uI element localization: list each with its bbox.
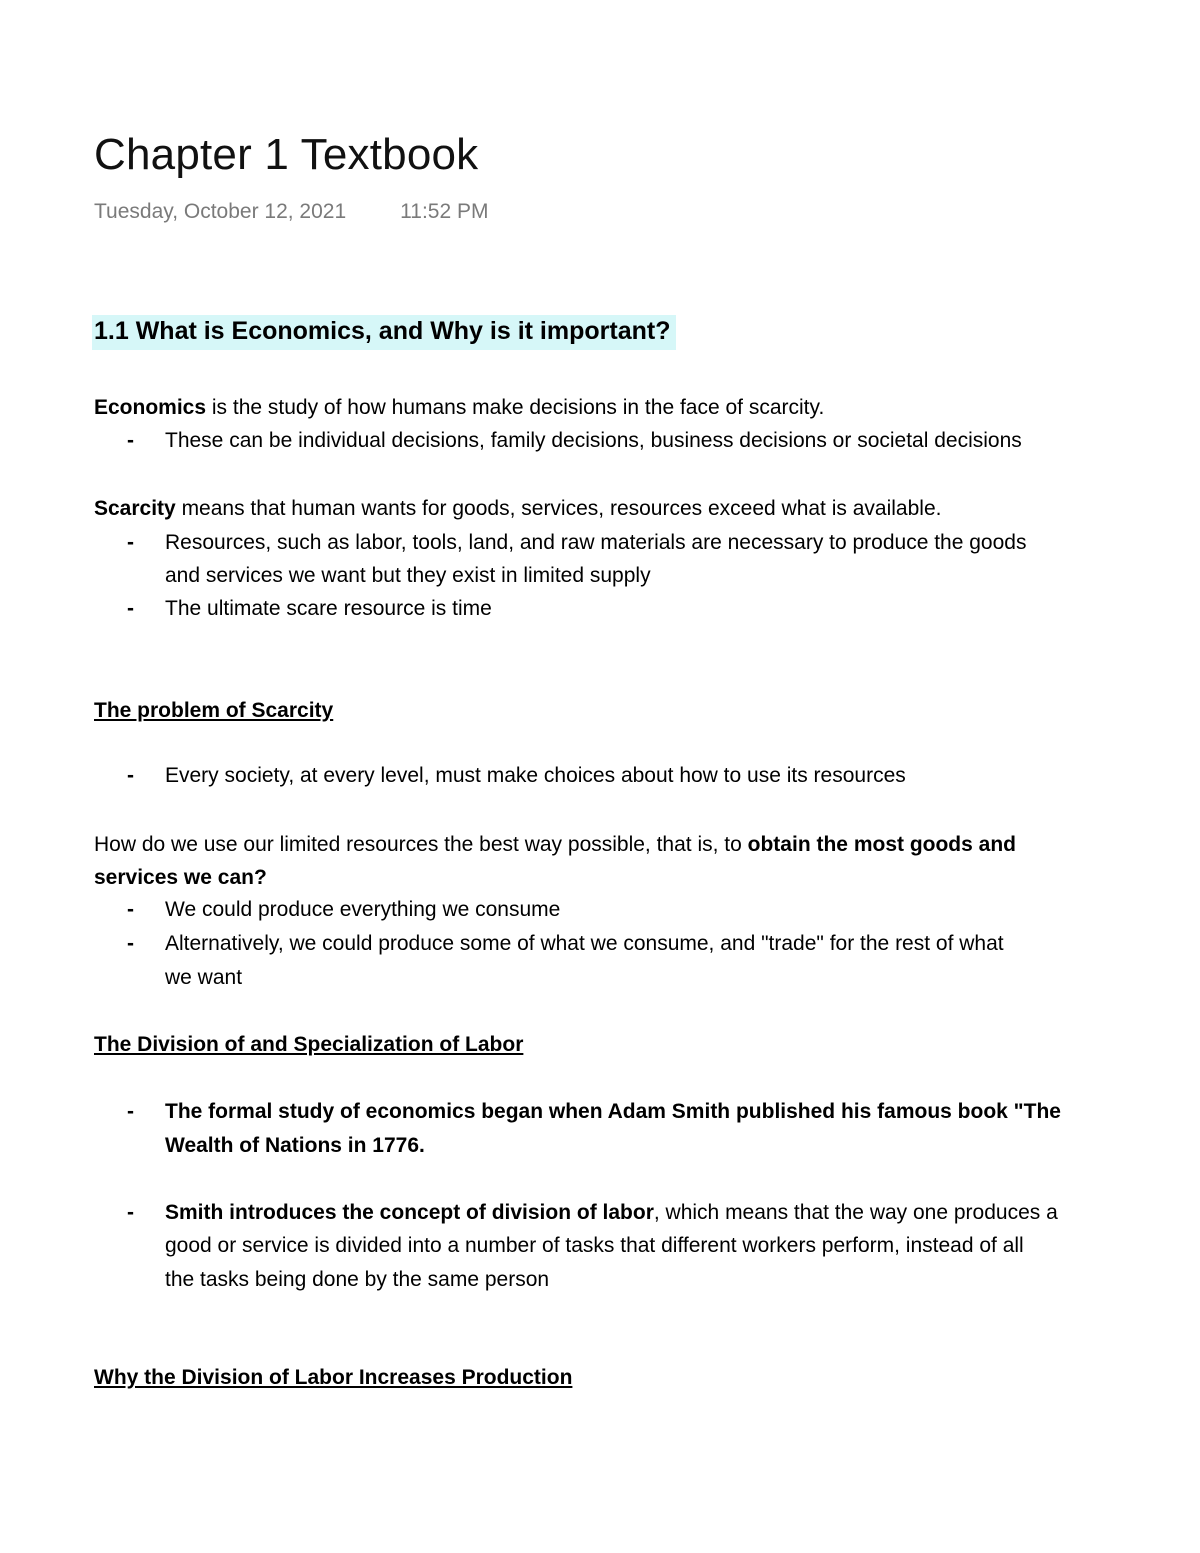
scarcity-definition: Scarcity means that human wants for goods, services, resources exceed what is available. [94,497,942,520]
economics-definition: Economics is the study of how humans make decisions in the face of scarcity. [94,396,825,419]
bullet-marker: - [127,764,134,787]
division-bullet-2-cont: good or service is divided into a number of tasks that different workers perform, instead of all [165,1234,1024,1257]
division-bullet-2: Smith introduces the concept of division of labor, which means that the way one produces a [165,1201,1058,1224]
economics-term: Economics [94,396,207,419]
problem-bullet-3: Alternatively, we could produce some of what we consume, and "trade" for the rest of what [165,932,1004,955]
bullet-marker: - [127,597,134,620]
section-heading: 1.1 What is Economics, and Why is it important? [92,315,676,350]
scarcity-term: Scarcity [94,497,176,520]
problem-bullet-1: Every society, at every level, must make choices about how to use its resources [165,764,906,787]
bullet-marker: - [127,429,134,452]
bullet-marker: - [127,531,134,554]
page-date: Tuesday, October 12, 2021 [94,200,347,223]
problem-heading: The problem of Scarcity [94,699,334,722]
problem-bullet-3-cont: we want [165,966,243,989]
page-title: Chapter 1 Textbook [94,130,479,179]
page-timestamp [94,200,488,224]
scarcity-bullet-1-cont: and services we want but they exist in limited supply [165,564,651,587]
division-bullet-1-cont: Wealth of Nations in 1776. [165,1134,425,1157]
scarcity-bullet-2: The ultimate scare resource is time [165,597,492,620]
division-bullet-2-cont-2: the tasks being done by the same person [165,1268,550,1291]
division-bullet-1: The formal study of economics began when Adam Smith published his famous book "The [165,1100,1061,1123]
problem-bullet-2: We could produce everything we consume [165,898,561,921]
bullet-marker: - [127,1100,134,1123]
bullet-marker: - [127,1201,134,1224]
economics-bullet: These can be individual decisions, family decisions, business decisions or societal decisions [165,429,1022,452]
problem-question-cont: services we can? [94,866,267,889]
page-time: 11:52 PM [400,200,489,223]
scarcity-bullet-1: Resources, such as labor, tools, land, and raw materials are necessary to produce the goods [165,531,1027,554]
bullet-marker: - [127,898,134,921]
division-heading: The Division of and Specialization of Labor [94,1033,524,1056]
problem-question: How do we use our limited resources the best way possible, that is, to obtain the most goods and [94,833,1016,856]
why-heading: Why the Division of Labor Increases Production [94,1366,573,1389]
bullet-marker: - [127,932,134,955]
